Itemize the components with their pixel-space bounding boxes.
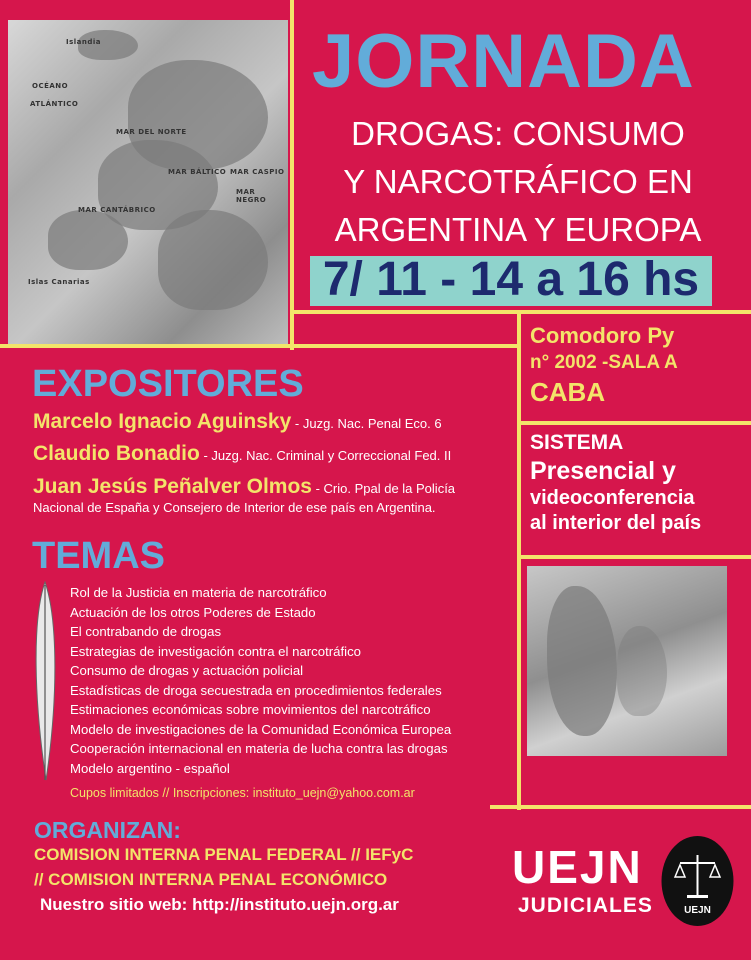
uejn-seal-logo — [660, 835, 735, 927]
organizers-line-2: // COMISION INTERNA PENAL ECONÓMICO — [34, 870, 388, 889]
event-date-time: 7/ 11 - 14 a 16 hs — [322, 253, 700, 306]
event-title: JORNADA — [312, 19, 695, 104]
europe-map — [8, 20, 288, 345]
venue-line-1: Comodoro Py — [530, 323, 675, 348]
topic-item: Estrategias de investigación contra el narcotráfico — [70, 643, 362, 659]
speaker-role: - Juzg. Nac. Criminal y Correccional Fed. II — [199, 448, 452, 463]
subtitle-line-1: DROGAS: CONSUMO — [351, 115, 685, 152]
system-line-4: al interior del país — [530, 512, 702, 534]
organizers-line-1: COMISION INTERNA PENAL FEDERAL // IEFyC — [34, 845, 414, 864]
organizers-heading: ORGANIZAN: — [34, 817, 181, 843]
speaker-name: Claudio Bonadio — [33, 442, 200, 465]
divider-horizontal-system — [517, 555, 751, 559]
map-label-oceano: OCÉANO — [32, 82, 69, 90]
speaker-1 — [33, 410, 442, 434]
venue-block — [530, 322, 745, 408]
map-label-baltico: MAR BÁLTICO — [168, 168, 227, 176]
speaker-name: Juan Jesús Peñalver Olmos — [33, 475, 312, 498]
speaker-2 — [33, 442, 451, 466]
divider-horizontal-date — [290, 310, 751, 314]
topic-item: Modelo argentino - español — [70, 760, 230, 776]
topic-item: Rol de la Justicia en materia de narcotráfico — [70, 585, 327, 600]
speaker-role: - Crio. Ppal de la Policía — [311, 481, 456, 496]
divider-vertical-right — [517, 310, 521, 810]
feather-icon — [30, 580, 60, 785]
seal-text: UEJN — [684, 905, 711, 916]
speaker-3-role-line2: Nacional de España y Consejero de Interior de ese país en Argentina. — [33, 500, 436, 515]
subtitle-line-2: Y NARCOTRÁFICO EN — [343, 163, 693, 200]
map-label-canarias: Islas Canarias — [28, 278, 90, 286]
venue-line-2: n° 2002 -SALA A — [530, 352, 678, 373]
topics-heading: TEMAS — [32, 535, 165, 577]
registration-info: Cupos limitados // Inscripciones: instituto_uejn@yahoo.com.ar — [70, 786, 415, 800]
brand-tagline: JUDICIALES — [518, 894, 653, 917]
brand-name: UEJN — [512, 841, 643, 893]
topic-item: Estadísticas de droga secuestrada en procedimientos federales — [70, 682, 442, 698]
topic-item: Consumo de drogas y actuación policial — [70, 663, 304, 678]
divider-horizontal-bottom — [490, 805, 751, 809]
map-label-islandia: Islandia — [66, 38, 102, 46]
speaker-name: Marcelo Ignacio Aguinsky — [33, 410, 292, 433]
map-label-cantabrico: MAR CANTÁBRICO — [78, 206, 156, 214]
speakers-heading: EXPOSITORES — [32, 363, 304, 405]
map-label-atlantico: ATLÁNTICO — [30, 100, 79, 108]
topic-item: El contrabando de drogas — [70, 624, 222, 639]
topic-item: Cooperación internacional en materia de lucha contra las drogas — [70, 741, 448, 756]
website-link[interactable]: Nuestro sitio web: http://instituto.uejn.org.ar — [40, 895, 399, 914]
topics-list — [70, 583, 451, 778]
venue-line-3: CABA — [530, 377, 606, 407]
topic-item: Estimaciones económicas sobre movimientos del narcotráfico — [70, 702, 431, 717]
topic-item: Actuación de los otros Poderes de Estado — [70, 604, 316, 620]
map-label-caspio: MAR CASPIO — [230, 168, 285, 176]
divider-horizontal-venue — [517, 421, 751, 425]
map-label-negro: MAR NEGRO — [236, 188, 267, 204]
speaker-3 — [33, 475, 455, 499]
divider-vertical-left — [290, 0, 294, 350]
topic-item: Modelo de investigaciones de la Comunidad Económica Europea — [70, 721, 452, 737]
argentina-map — [527, 566, 727, 756]
system-line-2: Presencial y — [530, 457, 676, 485]
map-label-norte: MAR DEL NORTE — [116, 128, 187, 136]
system-line-3: videoconferencia — [530, 487, 695, 509]
system-line-1: SISTEMA — [530, 431, 624, 454]
speaker-role: - Juzg. Nac. Penal Eco. 6 — [291, 416, 442, 431]
system-block — [530, 430, 745, 536]
divider-horizontal-top — [0, 344, 521, 348]
subtitle-line-3: ARGENTINA Y EUROPA — [334, 211, 702, 248]
